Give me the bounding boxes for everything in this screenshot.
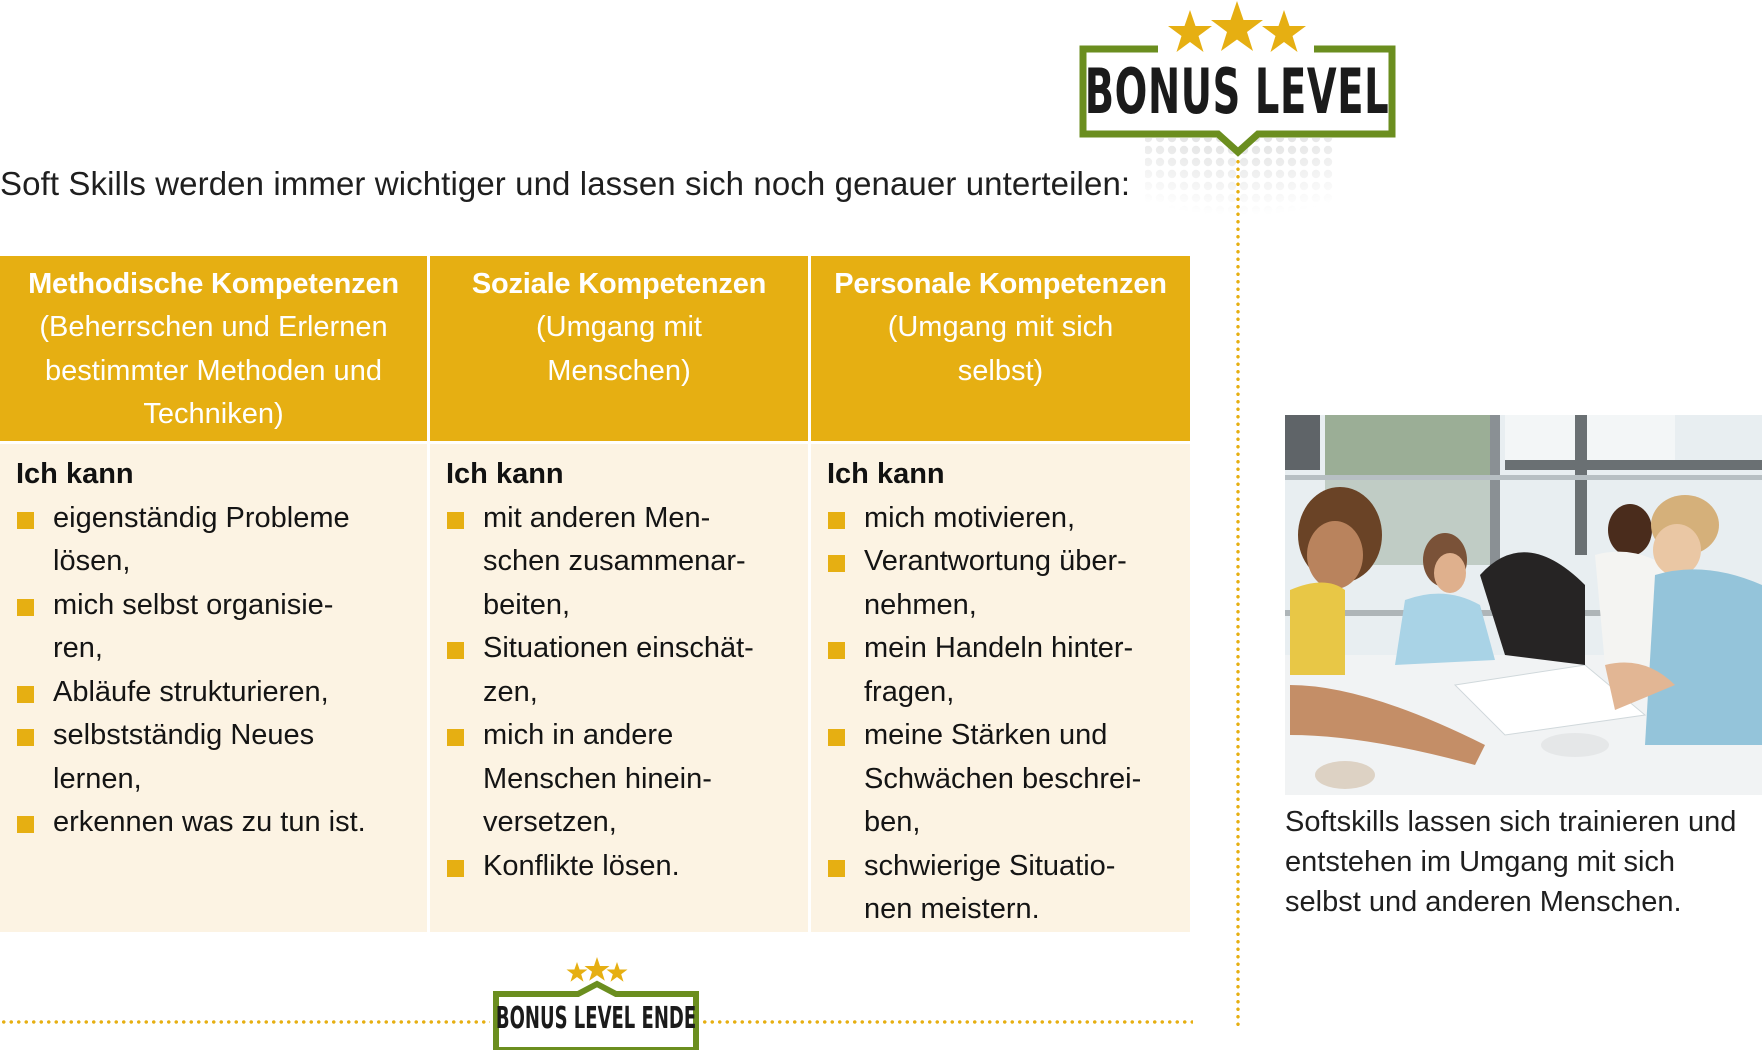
column-title: Soziale Kompetenzen — [471, 268, 767, 300]
column-personale-kompetenzen — [811, 256, 1190, 932]
bonus-level-end-badge — [486, 952, 706, 1050]
square-bullet-icon — [17, 686, 34, 703]
column-soziale-kompetenzen — [430, 256, 808, 932]
item-line: zen, — [483, 675, 538, 708]
item-line: Schwächen beschrei- — [864, 762, 1142, 795]
column-body — [0, 444, 427, 932]
square-bullet-icon — [828, 860, 845, 877]
column-body — [430, 444, 808, 932]
list-item — [827, 540, 1190, 627]
column-lead: Ich kann — [446, 458, 564, 490]
item-line: fragen, — [864, 675, 955, 708]
item-line: schwierige Situatio- — [864, 849, 1116, 882]
photo-illustration — [1285, 415, 1762, 795]
list-item — [16, 497, 427, 584]
star-icon — [567, 957, 628, 982]
group-photo — [1285, 415, 1762, 795]
caption-line: entstehen im Umgang mit sich — [1285, 846, 1676, 878]
list-item — [827, 714, 1190, 845]
caption-line: selbst und anderen Menschen. — [1285, 886, 1682, 918]
caption-line: Softskills lassen sich trainieren und — [1285, 806, 1737, 838]
list-item — [16, 801, 427, 845]
list-item — [16, 714, 427, 801]
item-line: mich motivieren, — [864, 501, 1076, 534]
intro-text: Soft Skills werden immer wichtiger und lassen sich noch genauer unterteilen: — [0, 165, 1131, 202]
list-item — [446, 627, 808, 714]
square-bullet-icon — [17, 512, 34, 529]
item-line: Menschen hinein- — [483, 762, 712, 795]
subtitle-line: selbst) — [957, 354, 1044, 387]
square-bullet-icon — [828, 555, 845, 572]
column-subtitle — [0, 306, 427, 437]
column-lead: Ich kann — [827, 458, 945, 490]
column-header — [430, 256, 808, 441]
list-item — [446, 714, 808, 845]
item-line: Verantwortung über- — [864, 545, 1127, 577]
item-line: schen zusammenar- — [483, 545, 746, 577]
skill-list — [827, 497, 1190, 932]
square-bullet-icon — [17, 729, 34, 746]
column-header — [811, 256, 1190, 441]
skill-list — [446, 497, 808, 889]
square-bullet-icon — [447, 729, 464, 746]
square-bullet-icon — [828, 642, 845, 659]
column-body — [811, 444, 1190, 932]
column-methodische-kompetenzen — [0, 256, 427, 932]
column-header — [0, 256, 427, 441]
item-line: eigenständig Probleme — [53, 501, 350, 534]
column-subtitle — [811, 306, 1190, 393]
list-item — [16, 671, 427, 715]
item-line: nehmen, — [864, 588, 977, 621]
column-subtitle — [430, 306, 808, 393]
subtitle-line: (Beherrschen und Erlernen — [39, 311, 388, 343]
square-bullet-icon — [447, 642, 464, 659]
horizontal-dotted-divider-left — [0, 1019, 490, 1025]
column-title: Methodische Kompetenzen — [28, 268, 399, 300]
item-line: mich selbst organisie- — [53, 588, 334, 621]
subtitle-line: (Umgang mit sich — [887, 311, 1114, 343]
list-item — [446, 845, 808, 889]
subtitle-line: bestimmter Methoden und — [45, 354, 382, 387]
subtitle-line: Menschen) — [547, 354, 691, 387]
item-line: versetzen, — [483, 806, 617, 838]
item-line: mit anderen Men- — [483, 501, 711, 534]
item-line: Abläufe strukturieren, — [53, 675, 329, 708]
bonus-level-end-label: BONUS LEVEL ENDE — [495, 1000, 697, 1036]
item-line: Konflikte lösen. — [483, 849, 680, 882]
item-line: lernen, — [53, 762, 142, 795]
competence-table — [0, 256, 1190, 931]
list-item — [827, 627, 1190, 714]
item-line: mein Handeln hinter- — [864, 632, 1134, 664]
square-bullet-icon — [828, 729, 845, 746]
photo-caption — [1285, 802, 1762, 922]
bonus-level-label: BONUS LEVEL — [1084, 54, 1390, 128]
list-item — [827, 497, 1190, 541]
item-line: erkennen was zu tun ist. — [53, 806, 366, 838]
list-item — [16, 584, 427, 671]
square-bullet-icon — [17, 599, 34, 616]
square-bullet-icon — [447, 512, 464, 529]
item-line: beiten, — [483, 588, 571, 621]
skill-list — [16, 497, 427, 845]
column-lead: Ich kann — [16, 458, 134, 490]
item-line: ren, — [53, 632, 103, 664]
list-item — [827, 845, 1190, 932]
square-bullet-icon — [828, 512, 845, 529]
item-line: nen meistern. — [864, 893, 1040, 925]
list-item — [446, 497, 808, 628]
item-line: mich in andere — [483, 719, 674, 751]
item-line: Situationen einschät- — [483, 632, 754, 664]
square-bullet-icon — [17, 816, 34, 833]
subtitle-line: (Umgang mit — [536, 311, 702, 343]
horizontal-dotted-divider-right — [701, 1019, 1193, 1025]
vertical-dotted-divider — [1236, 158, 1240, 1026]
item-line: ben, — [864, 806, 921, 838]
square-bullet-icon — [447, 860, 464, 877]
item-line: meine Stärken und — [864, 719, 1108, 751]
item-line: selbstständig Neues — [53, 719, 315, 751]
subtitle-line: Techniken) — [143, 398, 284, 430]
column-title: Personale Kompetenzen — [834, 268, 1167, 300]
item-line: lösen, — [53, 545, 131, 577]
